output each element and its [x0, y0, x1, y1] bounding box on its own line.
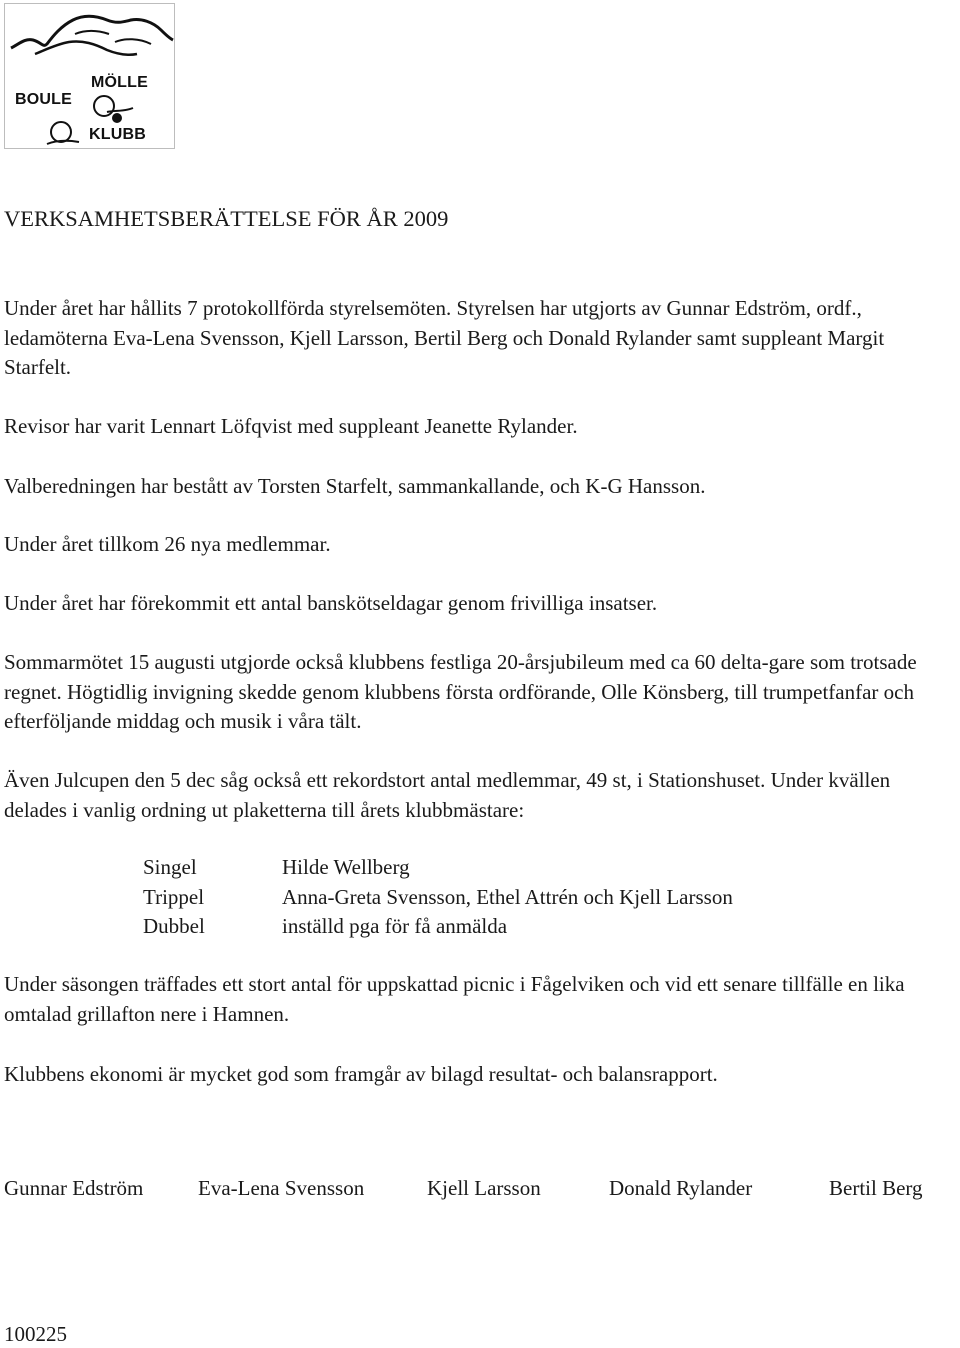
signature-name: Donald Rylander — [609, 1176, 753, 1200]
champion-category: Singel — [143, 855, 197, 879]
champion-category: Dubbel — [143, 914, 205, 938]
paragraph-nomination-committee: Valberedningen har bestått av Torsten Starfelt, sammankallande, och K-G Hansson. — [4, 474, 706, 498]
paragraph-board-meetings: Under året har hållits 7 protokollförda styrelsemöten. Styrelsen har utgjorts av Gunnar Edström, ordf., ledamöterna Eva-Lena Svensson, Kjell Larsson, Bertil Berg och Donald Rylander samt suppleant Margit Starfelt. — [4, 296, 885, 379]
champion-winner: Anna-Greta Svensson, Ethel Attrén och Kjell Larsson — [282, 884, 733, 909]
logo-word-klubb: KLUBB — [89, 126, 146, 143]
signature-name: Gunnar Edström — [4, 1176, 144, 1200]
champion-row — [143, 883, 733, 913]
paragraph-new-members: Under året tillkom 26 nya medlemmar. — [4, 532, 331, 556]
paragraph-summer-meeting: Sommarmötet 15 augusti utgjorde också klubbens festliga 20-årsjubileum med ca 60 delta-gare som trotsade regnet. Högtidlig invigning skedde genom klubbens första ordförande, Olle Könsberg, till trumpetfanfar och efterföljande middag och musik i våra tält. — [4, 650, 917, 733]
signature-name: Eva-Lena Svensson — [198, 1176, 365, 1200]
champion-winner: Hilde Wellberg — [282, 855, 410, 879]
paragraph-volunteer-days: Under året har förekommit ett antal banskötseldagar genom frivilliga insatser. — [4, 591, 658, 615]
paragraph-christmas-cup: Även Julcupen den 5 dec såg också ett rekordstort antal medlemmar, 49 st, i Stationshuset. Under kvällen delades i vanlig ordning ut plaketterna till årets klubbmästare: — [4, 768, 891, 822]
document-date: 100225 — [4, 1322, 67, 1346]
champion-winner: inställd pga för få anmälda — [282, 914, 508, 938]
report-title: VERKSAMHETSBERÄTTELSE FÖR ÅR 2009 — [4, 206, 449, 231]
champion-row — [143, 853, 733, 883]
logo-word-molle: MÖLLE — [91, 74, 148, 91]
signature-name: Kjell Larsson — [427, 1176, 541, 1200]
paragraph-picnic: Under säsongen träffades ett stort antal för uppskattad picnic i Fågelviken och vid ett senare tillfälle en lika omtalad grillafton nere i Hamnen. — [4, 972, 905, 1026]
club-logo — [4, 3, 175, 149]
champion-category: Trippel — [143, 884, 205, 909]
logo-word-boule: BOULE — [15, 91, 72, 108]
signature-line — [0, 1176, 960, 1206]
signature-name: Bertil Berg — [829, 1176, 923, 1200]
champion-row — [143, 912, 733, 942]
paragraph-auditor: Revisor har varit Lennart Löfqvist med suppleant Jeanette Rylander. — [4, 414, 578, 438]
club-champions-list — [143, 853, 733, 942]
paragraph-economy: Klubbens ekonomi är mycket god som framgår av bilagd resultat- och balansrapport. — [4, 1062, 718, 1086]
